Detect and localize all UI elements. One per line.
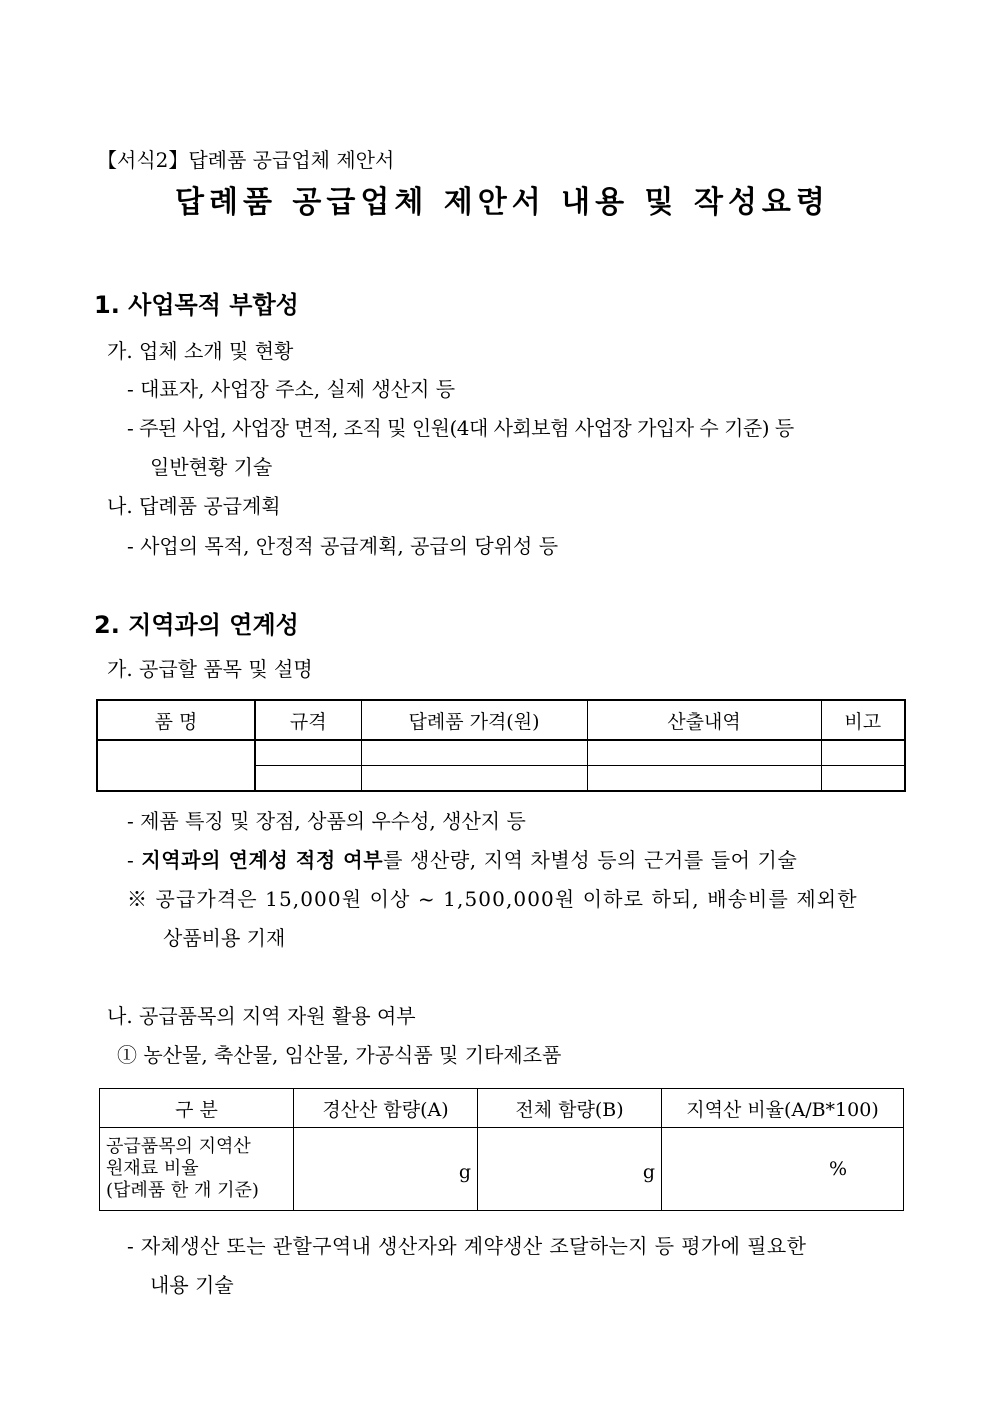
- col-header-total-content: 전체 함량(B): [478, 1089, 662, 1128]
- cell-note: [821, 740, 905, 766]
- section-2b-title: 나. 공급품목의 지역 자원 활용 여부: [107, 1004, 416, 1028]
- col-header-price: 답례품 가격(원): [361, 700, 587, 740]
- bold-emphasis: 지역과의 연계성 적정 여부: [141, 848, 384, 872]
- cell-note: [821, 766, 905, 792]
- section-2b-sub-1: ① 농산물, 축산물, 임산물, 가공식품 및 기타제조품: [117, 1043, 562, 1067]
- price-note-cont: 상품비용 기재: [163, 926, 286, 950]
- cell-spec: [255, 740, 361, 766]
- section-2b-bullet-1: - 자체생산 또는 관할구역내 생산자와 계약생산 조달하는지 등 평가에 필요한: [127, 1234, 807, 1258]
- col-header-calculation: 산출내역: [587, 700, 821, 740]
- section-2a-title: 가. 공급할 품목 및 설명: [107, 657, 313, 681]
- col-header-local-content: 경산산 함량(A): [294, 1089, 478, 1128]
- section-1b-bullet-1: - 사업의 목적, 안정적 공급계획, 공급의 당위성 등: [127, 534, 559, 558]
- cell-total-content: g: [478, 1128, 662, 1211]
- section-2a-bullet-1: - 제품 특징 및 장점, 상품의 우수성, 생산지 등: [127, 809, 526, 833]
- bullet-dash: -: [127, 848, 142, 872]
- cell-local-content: g: [294, 1128, 478, 1211]
- col-header-category: 구 분: [100, 1089, 294, 1128]
- cell-calculation: [587, 740, 821, 766]
- supply-items-table: [96, 699, 906, 792]
- section-2a-bullet-2: [127, 850, 797, 870]
- section-2b-bullet-1-cont: 내용 기술: [150, 1273, 234, 1297]
- col-header-item-name: 품 명: [97, 700, 255, 740]
- local-ratio-table: [99, 1088, 904, 1211]
- cell-spec: [255, 766, 361, 792]
- bullet-rest: 를 생산량, 지역 차별성 등의 근거를 들어 기술: [383, 848, 798, 872]
- col-header-note: 비고: [821, 700, 905, 740]
- col-header-local-ratio: 지역산 비율(A/B*100): [662, 1089, 904, 1128]
- section-1a-bullet-2-cont: 일반현황 기술: [150, 455, 273, 479]
- cell-item-name: [97, 740, 255, 791]
- cell-calculation: [587, 766, 821, 792]
- row-label-line-1: 공급품목의 지역산: [106, 1136, 251, 1157]
- section-1-heading: 1. 사업목적 부합성: [94, 291, 299, 319]
- section-1a-bullet-1: - 대표자, 사업장 주소, 실제 생산지 등: [127, 377, 456, 401]
- form-label: 【서식2】답례품 공급업체 제안서: [97, 148, 395, 172]
- section-1b-title: 나. 답례품 공급계획: [107, 494, 281, 518]
- document-title: 답례품 공급업체 제안서 내용 및 작성요령: [175, 185, 830, 220]
- cell-price: [361, 766, 587, 792]
- row-label-local-ratio: [100, 1128, 294, 1211]
- row-label-line-3: (답례품 한 개 기준): [106, 1180, 259, 1201]
- section-1a-bullet-2: - 주된 사업, 사업장 면적, 조직 및 인원(4대 사회보험 사업장 가입자 수 기준) 등: [127, 416, 794, 440]
- section-1a-title: 가. 업체 소개 및 현황: [107, 339, 294, 363]
- section-2-heading: 2. 지역과의 연계성: [94, 611, 299, 639]
- cell-local-ratio: %: [662, 1128, 904, 1211]
- row-label-line-2: 원재료 비율: [106, 1158, 199, 1179]
- col-header-spec: 규격: [255, 700, 361, 740]
- price-note: ※ 공급가격은 15,000원 이상 ~ 1,500,000원 이하로 하되, 배송비를 제외한: [127, 887, 858, 911]
- cell-price: [361, 740, 587, 766]
